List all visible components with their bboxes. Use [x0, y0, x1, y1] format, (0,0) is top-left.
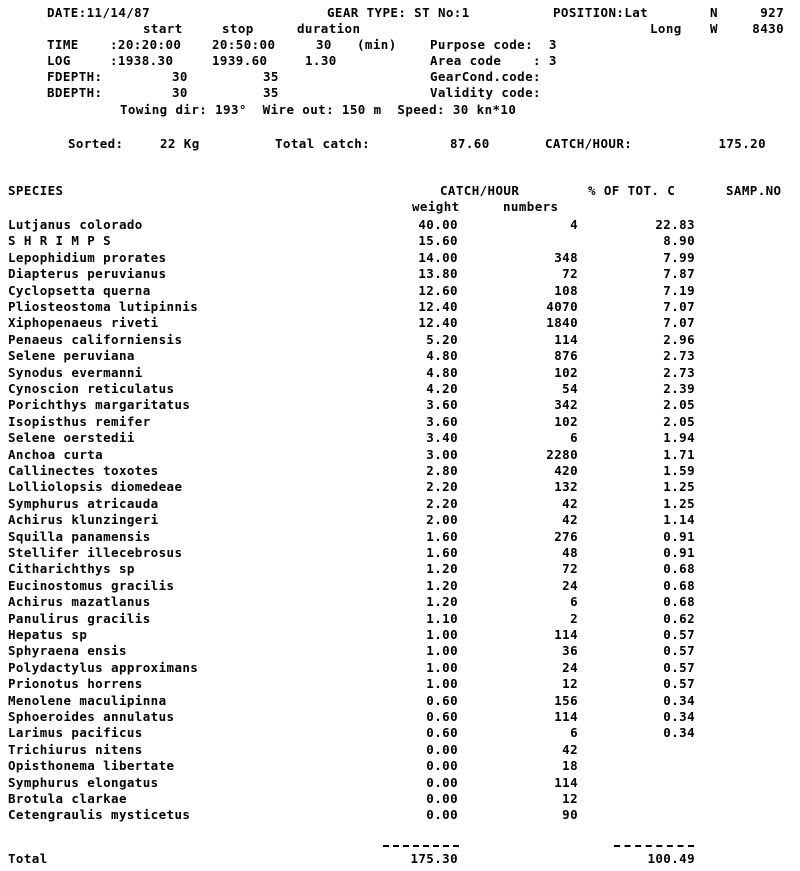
col-start-label: start: [143, 21, 183, 36]
species-name: Synodus evermanni: [8, 365, 143, 380]
species-name: Sphoeroides annulatus: [8, 709, 175, 724]
numbers-value: 132: [554, 479, 578, 494]
position-label: POSITION:Lat: [553, 5, 649, 20]
species-name: Cynoscion reticulatus: [8, 381, 175, 396]
catch-hour-value: 175.20: [718, 136, 766, 151]
weight-value: 0.60: [426, 709, 458, 724]
weight-value: 1.00: [426, 627, 458, 642]
pct-value: 0.57: [663, 676, 695, 691]
weight-value: 0.00: [426, 807, 458, 822]
species-name: Penaeus californiensis: [8, 332, 183, 347]
numbers-value: 54: [562, 381, 578, 396]
species-name: Lutjanus colorado: [8, 217, 143, 232]
species-name: Symphurus atricauda: [8, 496, 159, 511]
numbers-value: 114: [554, 775, 578, 790]
species-name: Porichthys margaritatus: [8, 397, 191, 412]
pct-value: 1.59: [663, 463, 695, 478]
weight-value: 1.00: [426, 660, 458, 675]
species-header: SPECIES: [8, 183, 64, 198]
long-direction: W: [710, 21, 718, 36]
numbers-value: 24: [562, 660, 578, 675]
time-stop: 20:50:00: [212, 37, 276, 52]
species-name: Symphurus elongatus: [8, 775, 159, 790]
pct-value: 0.57: [663, 660, 695, 675]
lat-value: 927: [760, 5, 784, 20]
weight-value: 2.00: [426, 512, 458, 527]
pct-value: 2.39: [663, 381, 695, 396]
numbers-value: 102: [554, 414, 578, 429]
species-name: Achirus klunzingeri: [8, 512, 159, 527]
pct-value: 7.07: [663, 315, 695, 330]
species-name: Panulirus gracilis: [8, 611, 151, 626]
weight-value: 13.80: [418, 266, 458, 281]
weight-value: 1.20: [426, 578, 458, 593]
col-stop-label: stop: [222, 21, 254, 36]
species-name: Cetengraulis mysticetus: [8, 807, 191, 822]
numbers-value: 36: [562, 643, 578, 658]
species-name: Hepatus sp: [8, 627, 88, 642]
weight-value: 0.00: [426, 791, 458, 806]
weight-value: 1.00: [426, 643, 458, 658]
numbers-value: 342: [554, 397, 578, 412]
species-name: Diapterus peruvianus: [8, 266, 167, 281]
species-name: Xiphopenaeus riveti: [8, 315, 159, 330]
catch-hour-header: CATCH/HOUR: [440, 183, 520, 198]
numbers-value: 114: [554, 627, 578, 642]
weight-value: 14.00: [418, 250, 458, 265]
sorted-value: 22 Kg: [160, 136, 200, 151]
date-field: DATE:11/14/87: [47, 5, 151, 20]
total-label: Total: [8, 851, 48, 866]
pct-value: 22.83: [655, 217, 695, 232]
species-name: Selene peruviana: [8, 348, 135, 363]
weight-value: 0.00: [426, 742, 458, 757]
pct-value: 7.87: [663, 266, 695, 281]
numbers-header: numbers: [503, 199, 559, 214]
pct-value: 0.68: [663, 561, 695, 576]
area-code: Area code : 3: [430, 53, 557, 68]
pct-value: 2.96: [663, 332, 695, 347]
numbers-value: 102: [554, 365, 578, 380]
total-pct: 100.49: [647, 851, 695, 866]
weight-value: 12.40: [418, 315, 458, 330]
weight-value: 2.20: [426, 496, 458, 511]
numbers-value: 72: [562, 561, 578, 576]
pct-value: 1.25: [663, 496, 695, 511]
weight-value: 4.80: [426, 348, 458, 363]
pct-value: 7.99: [663, 250, 695, 265]
numbers-value: 114: [554, 332, 578, 347]
species-name: Selene oerstedii: [8, 430, 135, 445]
species-name: Achirus mazatlanus: [8, 594, 151, 609]
weight-value: 3.60: [426, 414, 458, 429]
species-name: Trichiurus nitens: [8, 742, 143, 757]
weight-value: 4.20: [426, 381, 458, 396]
numbers-value: 276: [554, 529, 578, 544]
pct-value: 1.25: [663, 479, 695, 494]
species-name: Pliosteostoma lutipinnis: [8, 299, 199, 314]
numbers-value: 1840: [546, 315, 578, 330]
log-stop: 1939.60: [212, 53, 268, 68]
weight-value: 12.40: [418, 299, 458, 314]
fdepth-label: FDEPTH:: [47, 69, 103, 84]
numbers-value: 4: [570, 217, 578, 232]
long-label: Long: [650, 21, 682, 36]
numbers-value: 2: [570, 611, 578, 626]
pct-total-header: % OF TOT. C: [588, 183, 676, 198]
fdepth-start: 30: [172, 69, 188, 84]
sorted-label: Sorted:: [68, 136, 124, 151]
numbers-value: 2280: [546, 447, 578, 462]
weight-value: 1.10: [426, 611, 458, 626]
lat-direction: N: [710, 5, 718, 20]
species-name: Callinectes toxotes: [8, 463, 159, 478]
time-unit: (min): [357, 37, 397, 52]
bdepth-start: 30: [172, 85, 188, 100]
numbers-value: 90: [562, 807, 578, 822]
weight-value: 15.60: [418, 233, 458, 248]
weight-total-rule: [383, 845, 459, 847]
weight-value: 0.00: [426, 775, 458, 790]
total-catch-label: Total catch:: [275, 136, 371, 151]
numbers-value: 42: [562, 742, 578, 757]
weight-value: 2.20: [426, 479, 458, 494]
species-name: Cyclopsetta querna: [8, 283, 151, 298]
pct-value: 0.57: [663, 627, 695, 642]
time-label: TIME: [47, 37, 79, 52]
pct-value: 0.57: [663, 643, 695, 658]
species-name: Brotula clarkae: [8, 791, 127, 806]
species-name: Citharichthys sp: [8, 561, 135, 576]
catch-hour-label: CATCH/HOUR:: [545, 136, 633, 151]
log-label: LOG: [47, 53, 71, 68]
weight-value: 4.80: [426, 365, 458, 380]
pct-value: 0.91: [663, 545, 695, 560]
purpose-code: Purpose code: 3: [430, 37, 557, 52]
weight-value: 2.80: [426, 463, 458, 478]
pct-value: 7.19: [663, 283, 695, 298]
numbers-value: 12: [562, 676, 578, 691]
weight-value: 1.60: [426, 545, 458, 560]
pct-value: 0.68: [663, 594, 695, 609]
weight-header: weight: [412, 199, 460, 214]
species-name: Stellifer illecebrosus: [8, 545, 183, 560]
numbers-value: 876: [554, 348, 578, 363]
pct-value: 7.07: [663, 299, 695, 314]
numbers-value: 6: [570, 430, 578, 445]
long-value: 8430: [752, 21, 784, 36]
species-name: Anchoa curta: [8, 447, 104, 462]
bdepth-label: BDEPTH:: [47, 85, 103, 100]
pct-value: 2.73: [663, 348, 695, 363]
pct-value: 0.34: [663, 693, 695, 708]
species-name: Larimus pacificus: [8, 725, 143, 740]
total-weight: 175.30: [410, 851, 458, 866]
weight-value: 1.20: [426, 594, 458, 609]
species-name: Menolene maculipinna: [8, 693, 167, 708]
species-name: Isopisthus remifer: [8, 414, 151, 429]
weight-value: 3.60: [426, 397, 458, 412]
numbers-value: 114: [554, 709, 578, 724]
species-name: Opisthonema libertate: [8, 758, 175, 773]
weight-value: 3.40: [426, 430, 458, 445]
samp-no-header: SAMP.NO: [726, 183, 782, 198]
numbers-value: 18: [562, 758, 578, 773]
weight-value: 0.60: [426, 693, 458, 708]
numbers-value: 4070: [546, 299, 578, 314]
weight-value: 0.60: [426, 725, 458, 740]
pct-value: 2.05: [663, 414, 695, 429]
numbers-value: 72: [562, 266, 578, 281]
weight-value: 1.00: [426, 676, 458, 691]
time-duration: 30: [316, 37, 332, 52]
species-name: Lepophidium prorates: [8, 250, 167, 265]
pct-value: 2.05: [663, 397, 695, 412]
pct-value: 0.34: [663, 725, 695, 740]
weight-value: 3.00: [426, 447, 458, 462]
pct-value: 1.14: [663, 512, 695, 527]
pct-value: 0.68: [663, 578, 695, 593]
pct-total-rule: [614, 845, 694, 847]
numbers-value: 6: [570, 725, 578, 740]
numbers-value: 48: [562, 545, 578, 560]
numbers-value: 24: [562, 578, 578, 593]
pct-value: 2.73: [663, 365, 695, 380]
col-duration-label: duration: [297, 21, 361, 36]
log-start: :1938.30: [110, 53, 174, 68]
bdepth-stop: 35: [263, 85, 279, 100]
species-name: Prionotus horrens: [8, 676, 143, 691]
numbers-value: 108: [554, 283, 578, 298]
species-name: S H R I M P S: [8, 233, 112, 248]
pct-value: 0.62: [663, 611, 695, 626]
weight-value: 1.20: [426, 561, 458, 576]
numbers-value: 420: [554, 463, 578, 478]
towing-line: Towing dir: 193° Wire out: 150 m Speed: 30 kn*10: [120, 102, 517, 117]
time-start: :20:20:00: [110, 37, 182, 52]
species-name: Lolliolopsis diomedeae: [8, 479, 183, 494]
gear-type-field: GEAR TYPE: ST No:1: [327, 5, 470, 20]
weight-value: 1.60: [426, 529, 458, 544]
weight-value: 0.00: [426, 758, 458, 773]
gearcond-code: GearCond.code:: [430, 69, 541, 84]
numbers-value: 42: [562, 512, 578, 527]
pct-value: 1.71: [663, 447, 695, 462]
numbers-value: 42: [562, 496, 578, 511]
validity-code: Validity code:: [430, 85, 541, 100]
pct-value: 8.90: [663, 233, 695, 248]
weight-value: 40.00: [418, 217, 458, 232]
pct-value: 0.91: [663, 529, 695, 544]
species-name: Eucinostomus gracilis: [8, 578, 175, 593]
species-name: Polydactylus approximans: [8, 660, 199, 675]
pct-value: 0.34: [663, 709, 695, 724]
species-name: Sphyraena ensis: [8, 643, 127, 658]
numbers-value: 12: [562, 791, 578, 806]
total-catch-value: 87.60: [450, 136, 490, 151]
weight-value: 12.60: [418, 283, 458, 298]
numbers-value: 348: [554, 250, 578, 265]
pct-value: 1.94: [663, 430, 695, 445]
numbers-value: 156: [554, 693, 578, 708]
fdepth-stop: 35: [263, 69, 279, 84]
numbers-value: 6: [570, 594, 578, 609]
weight-value: 5.20: [426, 332, 458, 347]
species-name: Squilla panamensis: [8, 529, 151, 544]
log-duration: 1.30: [305, 53, 337, 68]
